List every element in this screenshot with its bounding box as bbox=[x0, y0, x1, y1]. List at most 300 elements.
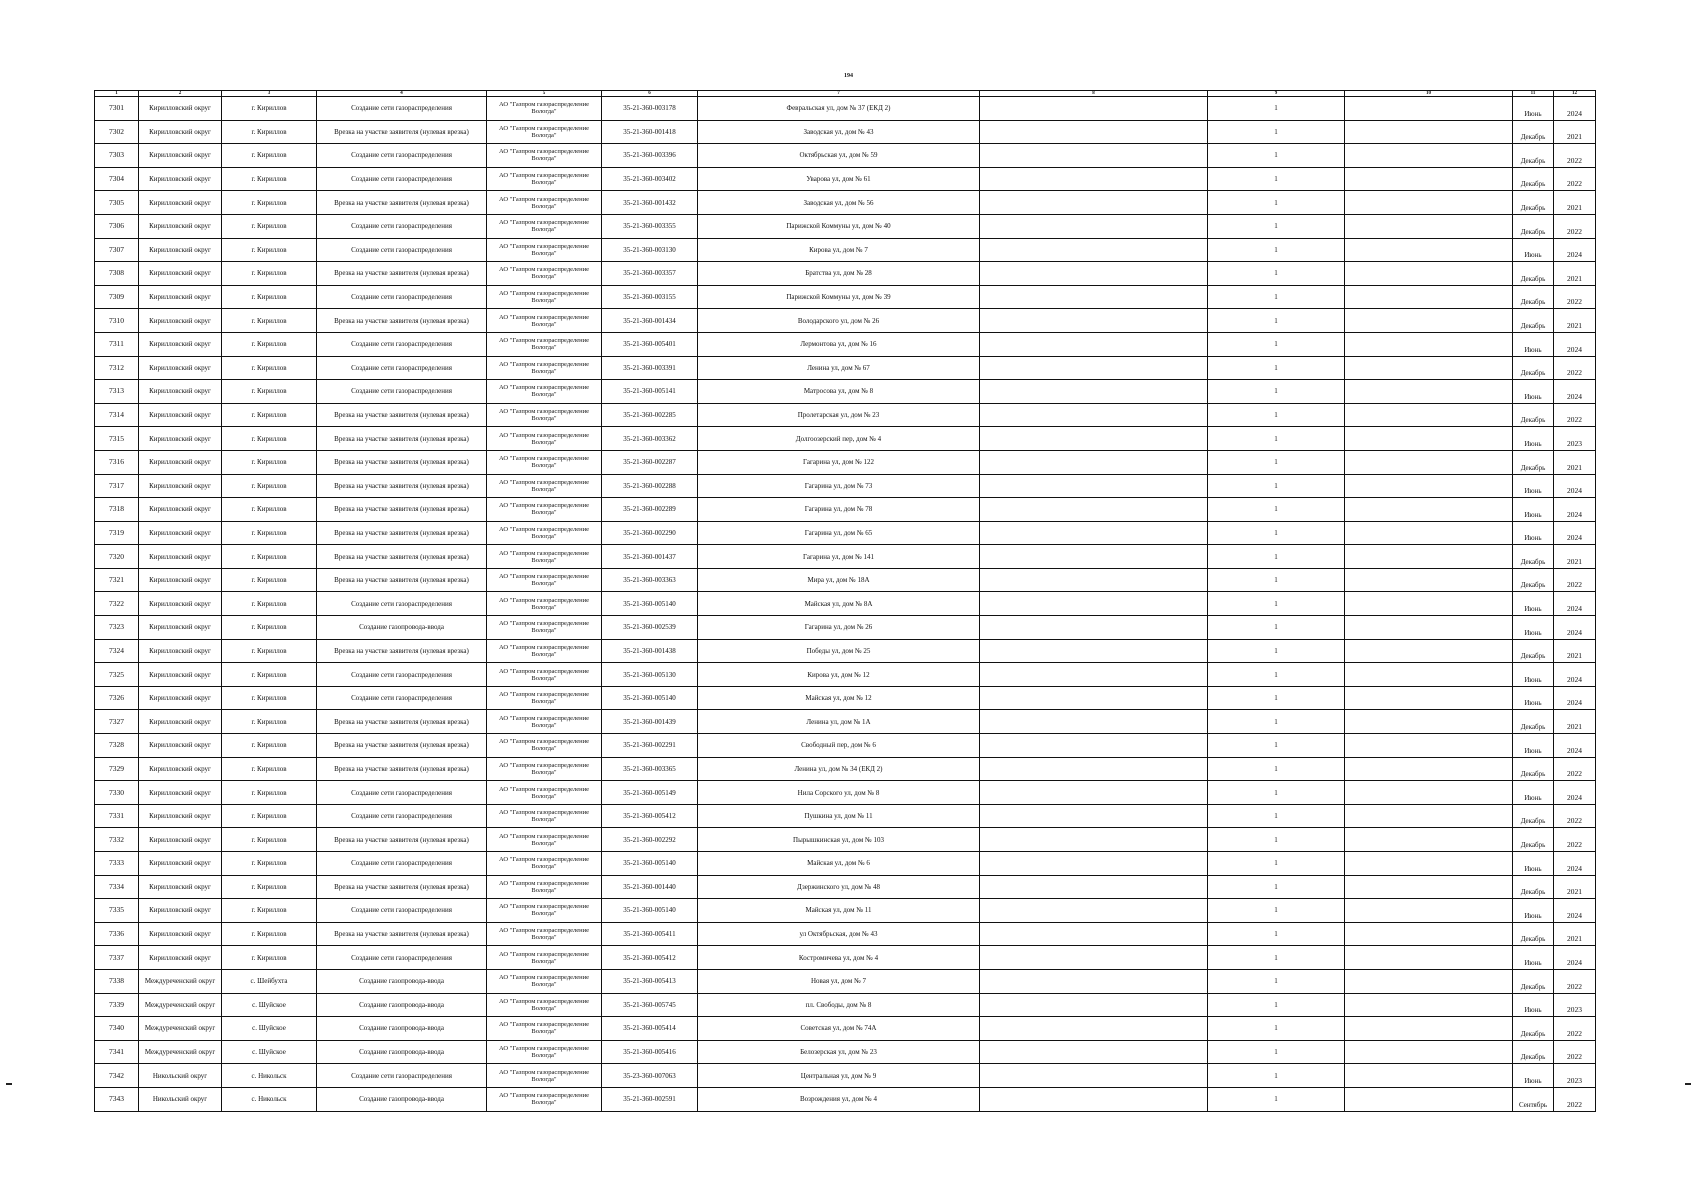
cell-row-number: 7330 bbox=[95, 781, 139, 805]
cell-address: Свободный пер, дом № 6 bbox=[698, 734, 980, 758]
cell-empty-cell bbox=[980, 521, 1208, 545]
cell-organization: АО "Газпром газораспределение Вологда" bbox=[487, 545, 602, 569]
cell-organization: АО "Газпром газораспределение Вологда" bbox=[487, 922, 602, 946]
cell-row-number: 7304 bbox=[95, 167, 139, 191]
cell-empty-cell bbox=[1345, 568, 1513, 592]
cell-row-number: 7327 bbox=[95, 710, 139, 734]
cell-year: 2024 bbox=[1554, 592, 1596, 616]
cell-address: Кирова ул, дом № 12 bbox=[698, 663, 980, 687]
cell-count: 1 bbox=[1208, 710, 1345, 734]
cell-empty-cell bbox=[980, 639, 1208, 663]
cell-month: Июнь bbox=[1513, 97, 1554, 121]
cell-month: Декабрь bbox=[1513, 828, 1554, 852]
cell-organization: АО "Газпром газораспределение Вологда" bbox=[487, 804, 602, 828]
cell-year: 2021 bbox=[1554, 120, 1596, 144]
cell-district: Кирилловский округ bbox=[139, 781, 222, 805]
table-row bbox=[95, 262, 1596, 286]
cell-district: Междуреченский округ bbox=[139, 993, 222, 1017]
table-row bbox=[95, 734, 1596, 758]
cell-work-type: Создание сети газораспределения bbox=[317, 285, 487, 309]
table-row bbox=[95, 616, 1596, 640]
table-row bbox=[95, 946, 1596, 970]
cell-work-type: Врезка на участке заявителя (нулевая врезка) bbox=[317, 309, 487, 333]
cell-month: Июнь bbox=[1513, 734, 1554, 758]
cell-organization: АО "Газпром газораспределение Вологда" bbox=[487, 875, 602, 899]
cell-empty-cell bbox=[980, 1087, 1208, 1111]
cell-empty-cell bbox=[1345, 781, 1513, 805]
table-row bbox=[95, 639, 1596, 663]
cell-organization: АО "Газпром газораспределение Вологда" bbox=[487, 120, 602, 144]
cell-month: Июнь bbox=[1513, 498, 1554, 522]
column-number-12: 12 bbox=[1554, 91, 1596, 97]
cell-address: Центральная ул, дом № 9 bbox=[698, 1064, 980, 1088]
cell-row-number: 7341 bbox=[95, 1040, 139, 1064]
cell-address: Заводская ул, дом № 43 bbox=[698, 120, 980, 144]
column-number-10: 10 bbox=[1345, 91, 1513, 97]
cell-month: Декабрь bbox=[1513, 545, 1554, 569]
cell-year: 2023 bbox=[1554, 1064, 1596, 1088]
cell-empty-cell bbox=[980, 969, 1208, 993]
cell-address: Победы ул, дом № 25 bbox=[698, 639, 980, 663]
cell-empty-cell bbox=[1345, 1040, 1513, 1064]
cell-count: 1 bbox=[1208, 592, 1345, 616]
cell-empty-cell bbox=[980, 946, 1208, 970]
cell-settlement: г. Кириллов bbox=[222, 875, 317, 899]
table-row bbox=[95, 922, 1596, 946]
cell-address: Лермонтова ул, дом № 16 bbox=[698, 332, 980, 356]
cell-address: Майская ул, дом № 12 bbox=[698, 686, 980, 710]
column-number-9: 9 bbox=[1208, 91, 1345, 97]
cell-empty-cell bbox=[1345, 97, 1513, 121]
table-row bbox=[95, 450, 1596, 474]
table-row bbox=[95, 191, 1596, 215]
cell-address: Нила Сорского ул, дом № 8 bbox=[698, 781, 980, 805]
cell-empty-cell bbox=[1345, 262, 1513, 286]
cell-empty-cell bbox=[1345, 356, 1513, 380]
cell-address: Майская ул, дом № 11 bbox=[698, 899, 980, 923]
cell-address: Пушкина ул, дом № 11 bbox=[698, 804, 980, 828]
cell-project-code: 35-21-360-003355 bbox=[602, 214, 698, 238]
cell-work-type: Создание сети газораспределения bbox=[317, 380, 487, 404]
cell-project-code: 35-21-360-001432 bbox=[602, 191, 698, 215]
cell-month: Июнь bbox=[1513, 238, 1554, 262]
cell-settlement: г. Кириллов bbox=[222, 144, 317, 168]
cell-count: 1 bbox=[1208, 781, 1345, 805]
cell-address: Ленина ул, дом № 67 bbox=[698, 356, 980, 380]
cell-district: Кирилловский округ bbox=[139, 498, 222, 522]
cell-address: Майская ул, дом № 8А bbox=[698, 592, 980, 616]
cell-count: 1 bbox=[1208, 356, 1345, 380]
cell-address: Февральская ул, дом № 37 (ЕКД 2) bbox=[698, 97, 980, 121]
table-row bbox=[95, 97, 1596, 121]
table-row bbox=[95, 592, 1596, 616]
cell-empty-cell bbox=[1345, 592, 1513, 616]
cell-settlement: г. Кириллов bbox=[222, 545, 317, 569]
cell-row-number: 7343 bbox=[95, 1087, 139, 1111]
table-row bbox=[95, 380, 1596, 404]
cell-settlement: г. Кириллов bbox=[222, 804, 317, 828]
cell-work-type: Врезка на участке заявителя (нулевая врезка) bbox=[317, 710, 487, 734]
cell-project-code: 35-21-360-005141 bbox=[602, 380, 698, 404]
cell-count: 1 bbox=[1208, 852, 1345, 876]
cell-work-type: Врезка на участке заявителя (нулевая врезка) bbox=[317, 262, 487, 286]
cell-district: Кирилловский округ bbox=[139, 710, 222, 734]
cell-count: 1 bbox=[1208, 993, 1345, 1017]
cell-month: Декабрь bbox=[1513, 144, 1554, 168]
cell-empty-cell bbox=[980, 734, 1208, 758]
cell-organization: АО "Газпром газораспределение Вологда" bbox=[487, 450, 602, 474]
cell-work-type: Создание сети газораспределения bbox=[317, 781, 487, 805]
cell-work-type: Врезка на участке заявителя (нулевая врезка) bbox=[317, 875, 487, 899]
table-row bbox=[95, 498, 1596, 522]
cell-empty-cell bbox=[980, 781, 1208, 805]
cell-row-number: 7331 bbox=[95, 804, 139, 828]
cell-empty-cell bbox=[980, 332, 1208, 356]
cell-work-type: Врезка на участке заявителя (нулевая врезка) bbox=[317, 639, 487, 663]
cell-row-number: 7320 bbox=[95, 545, 139, 569]
cell-organization: АО "Газпром газораспределение Вологда" bbox=[487, 993, 602, 1017]
cell-empty-cell bbox=[1345, 757, 1513, 781]
cell-empty-cell bbox=[980, 663, 1208, 687]
cell-district: Кирилловский округ bbox=[139, 757, 222, 781]
cell-district: Кирилловский округ bbox=[139, 380, 222, 404]
cell-work-type: Создание сети газораспределения bbox=[317, 592, 487, 616]
cell-district: Кирилловский округ bbox=[139, 356, 222, 380]
cell-empty-cell bbox=[1345, 852, 1513, 876]
cell-year: 2024 bbox=[1554, 616, 1596, 640]
cell-count: 1 bbox=[1208, 167, 1345, 191]
cell-work-type: Создание сети газораспределения bbox=[317, 899, 487, 923]
cell-empty-cell bbox=[980, 262, 1208, 286]
cell-count: 1 bbox=[1208, 309, 1345, 333]
cell-district: Кирилловский округ bbox=[139, 238, 222, 262]
cell-row-number: 7322 bbox=[95, 592, 139, 616]
right-edge-mark bbox=[1685, 1083, 1691, 1085]
cell-row-number: 7328 bbox=[95, 734, 139, 758]
cell-address: Белозерская ул, дом № 23 bbox=[698, 1040, 980, 1064]
cell-settlement: с. Никольск bbox=[222, 1064, 317, 1088]
cell-project-code: 35-21-360-005412 bbox=[602, 946, 698, 970]
cell-count: 1 bbox=[1208, 1087, 1345, 1111]
cell-count: 1 bbox=[1208, 757, 1345, 781]
cell-empty-cell bbox=[980, 1017, 1208, 1041]
cell-year: 2024 bbox=[1554, 97, 1596, 121]
column-number-3: 3 bbox=[222, 91, 317, 97]
cell-work-type: Создание сети газораспределения bbox=[317, 238, 487, 262]
table-row bbox=[95, 993, 1596, 1017]
cell-organization: АО "Газпром газораспределение Вологда" bbox=[487, 356, 602, 380]
cell-organization: АО "Газпром газораспределение Вологда" bbox=[487, 474, 602, 498]
cell-row-number: 7318 bbox=[95, 498, 139, 522]
cell-month: Июнь bbox=[1513, 993, 1554, 1017]
table-body bbox=[95, 97, 1596, 1112]
cell-month: Декабрь bbox=[1513, 568, 1554, 592]
table-row bbox=[95, 474, 1596, 498]
cell-district: Кирилловский округ bbox=[139, 120, 222, 144]
cell-month: Декабрь bbox=[1513, 285, 1554, 309]
cell-count: 1 bbox=[1208, 686, 1345, 710]
cell-organization: АО "Газпром газораспределение Вологда" bbox=[487, 663, 602, 687]
cell-project-code: 35-21-360-002591 bbox=[602, 1087, 698, 1111]
cell-count: 1 bbox=[1208, 450, 1345, 474]
cell-year: 2024 bbox=[1554, 686, 1596, 710]
cell-settlement: с. Шейбухта bbox=[222, 969, 317, 993]
cell-address: Гагарина ул, дом № 65 bbox=[698, 521, 980, 545]
cell-year: 2022 bbox=[1554, 167, 1596, 191]
table-row bbox=[95, 120, 1596, 144]
cell-count: 1 bbox=[1208, 1064, 1345, 1088]
cell-empty-cell bbox=[1345, 639, 1513, 663]
cell-settlement: г. Кириллов bbox=[222, 262, 317, 286]
table-row bbox=[95, 757, 1596, 781]
cell-month: Декабрь bbox=[1513, 262, 1554, 286]
cell-year: 2022 bbox=[1554, 804, 1596, 828]
column-number-5: 5 bbox=[487, 91, 602, 97]
cell-month: Июнь bbox=[1513, 946, 1554, 970]
cell-empty-cell bbox=[1345, 663, 1513, 687]
cell-empty-cell bbox=[1345, 285, 1513, 309]
table-row bbox=[95, 214, 1596, 238]
cell-count: 1 bbox=[1208, 663, 1345, 687]
cell-project-code: 35-21-360-001440 bbox=[602, 875, 698, 899]
cell-settlement: г. Кириллов bbox=[222, 474, 317, 498]
cell-organization: АО "Газпром газораспределение Вологда" bbox=[487, 1064, 602, 1088]
cell-empty-cell bbox=[980, 450, 1208, 474]
cell-address: Ленина ул, дом № 34 (ЕКД 2) bbox=[698, 757, 980, 781]
cell-work-type: Создание сети газораспределения bbox=[317, 1064, 487, 1088]
cell-month: Июнь bbox=[1513, 899, 1554, 923]
cell-empty-cell bbox=[980, 285, 1208, 309]
cell-project-code: 35-21-360-003365 bbox=[602, 757, 698, 781]
cell-organization: АО "Газпром газораспределение Вологда" bbox=[487, 309, 602, 333]
cell-project-code: 35-21-360-005149 bbox=[602, 781, 698, 805]
cell-project-code: 35-21-360-005140 bbox=[602, 852, 698, 876]
cell-district: Кирилловский округ bbox=[139, 450, 222, 474]
cell-empty-cell bbox=[1345, 616, 1513, 640]
cell-district: Кирилловский округ bbox=[139, 663, 222, 687]
cell-settlement: г. Кириллов bbox=[222, 710, 317, 734]
cell-project-code: 35-21-360-003130 bbox=[602, 238, 698, 262]
cell-address: Гагарина ул, дом № 122 bbox=[698, 450, 980, 474]
cell-year: 2022 bbox=[1554, 403, 1596, 427]
cell-year: 2021 bbox=[1554, 639, 1596, 663]
cell-row-number: 7337 bbox=[95, 946, 139, 970]
table-row bbox=[95, 1087, 1596, 1111]
cell-month: Декабрь bbox=[1513, 922, 1554, 946]
cell-count: 1 bbox=[1208, 144, 1345, 168]
cell-empty-cell bbox=[1345, 309, 1513, 333]
cell-work-type: Создание сети газораспределения bbox=[317, 686, 487, 710]
cell-month: Декабрь bbox=[1513, 639, 1554, 663]
cell-month: Июнь bbox=[1513, 592, 1554, 616]
gasification-register-table bbox=[94, 90, 1596, 1112]
cell-settlement: г. Кириллов bbox=[222, 639, 317, 663]
cell-row-number: 7339 bbox=[95, 993, 139, 1017]
cell-month: Декабрь bbox=[1513, 403, 1554, 427]
cell-organization: АО "Газпром газораспределение Вологда" bbox=[487, 734, 602, 758]
cell-project-code: 35-21-360-005411 bbox=[602, 922, 698, 946]
cell-project-code: 35-21-360-001439 bbox=[602, 710, 698, 734]
table-row bbox=[95, 781, 1596, 805]
cell-row-number: 7302 bbox=[95, 120, 139, 144]
cell-address: Советская ул, дом № 74А bbox=[698, 1017, 980, 1041]
cell-empty-cell bbox=[980, 403, 1208, 427]
cell-empty-cell bbox=[1345, 1087, 1513, 1111]
cell-settlement: с. Шуйское bbox=[222, 993, 317, 1017]
cell-year: 2024 bbox=[1554, 852, 1596, 876]
cell-count: 1 bbox=[1208, 1017, 1345, 1041]
cell-project-code: 35-21-360-005416 bbox=[602, 1040, 698, 1064]
cell-settlement: г. Кириллов bbox=[222, 214, 317, 238]
cell-empty-cell bbox=[980, 616, 1208, 640]
cell-settlement: г. Кириллов bbox=[222, 946, 317, 970]
cell-count: 1 bbox=[1208, 97, 1345, 121]
cell-empty-cell bbox=[1345, 545, 1513, 569]
cell-project-code: 35-21-360-002291 bbox=[602, 734, 698, 758]
cell-project-code: 35-21-360-005130 bbox=[602, 663, 698, 687]
cell-district: Кирилловский округ bbox=[139, 946, 222, 970]
cell-district: Кирилловский округ bbox=[139, 427, 222, 451]
cell-organization: АО "Газпром газораспределение Вологда" bbox=[487, 380, 602, 404]
cell-row-number: 7310 bbox=[95, 309, 139, 333]
cell-organization: АО "Газпром газораспределение Вологда" bbox=[487, 686, 602, 710]
cell-month: Декабрь bbox=[1513, 356, 1554, 380]
cell-district: Кирилловский округ bbox=[139, 686, 222, 710]
cell-settlement: г. Кириллов bbox=[222, 167, 317, 191]
cell-project-code: 35-21-360-003357 bbox=[602, 262, 698, 286]
cell-row-number: 7307 bbox=[95, 238, 139, 262]
cell-address: пл. Свободы, дом № 8 bbox=[698, 993, 980, 1017]
cell-month: Декабрь bbox=[1513, 450, 1554, 474]
cell-address: Майская ул, дом № 6 bbox=[698, 852, 980, 876]
cell-project-code: 35-21-360-003396 bbox=[602, 144, 698, 168]
table-row bbox=[95, 1017, 1596, 1041]
cell-empty-cell bbox=[980, 710, 1208, 734]
cell-project-code: 35-21-360-005140 bbox=[602, 592, 698, 616]
cell-district: Кирилловский округ bbox=[139, 616, 222, 640]
cell-district: Кирилловский округ bbox=[139, 899, 222, 923]
cell-count: 1 bbox=[1208, 191, 1345, 215]
cell-empty-cell bbox=[980, 474, 1208, 498]
cell-settlement: г. Кириллов bbox=[222, 191, 317, 215]
cell-settlement: г. Кириллов bbox=[222, 120, 317, 144]
cell-month: Сентябрь bbox=[1513, 1087, 1554, 1111]
cell-empty-cell bbox=[980, 191, 1208, 215]
cell-month: Июнь bbox=[1513, 616, 1554, 640]
cell-work-type: Создание сети газораспределения bbox=[317, 97, 487, 121]
cell-district: Кирилловский округ bbox=[139, 167, 222, 191]
cell-count: 1 bbox=[1208, 332, 1345, 356]
cell-row-number: 7333 bbox=[95, 852, 139, 876]
cell-row-number: 7311 bbox=[95, 332, 139, 356]
cell-empty-cell bbox=[980, 757, 1208, 781]
cell-settlement: г. Кириллов bbox=[222, 403, 317, 427]
cell-settlement: г. Кириллов bbox=[222, 238, 317, 262]
cell-settlement: г. Кириллов bbox=[222, 852, 317, 876]
table-row bbox=[95, 545, 1596, 569]
cell-empty-cell bbox=[1345, 828, 1513, 852]
cell-month: Декабрь bbox=[1513, 309, 1554, 333]
cell-empty-cell bbox=[980, 1064, 1208, 1088]
cell-empty-cell bbox=[980, 1040, 1208, 1064]
cell-address: Костромичева ул, дом № 4 bbox=[698, 946, 980, 970]
cell-work-type: Создание газопровода-ввода bbox=[317, 1040, 487, 1064]
cell-row-number: 7342 bbox=[95, 1064, 139, 1088]
cell-empty-cell bbox=[1345, 734, 1513, 758]
cell-settlement: г. Кириллов bbox=[222, 309, 317, 333]
cell-address: ул Октябрьская, дом № 43 bbox=[698, 922, 980, 946]
cell-district: Никольский округ bbox=[139, 1064, 222, 1088]
cell-row-number: 7334 bbox=[95, 875, 139, 899]
cell-row-number: 7319 bbox=[95, 521, 139, 545]
cell-project-code: 35-21-360-002285 bbox=[602, 403, 698, 427]
cell-project-code: 35-21-360-003178 bbox=[602, 97, 698, 121]
cell-count: 1 bbox=[1208, 804, 1345, 828]
cell-empty-cell bbox=[1345, 450, 1513, 474]
cell-work-type: Создание сети газораспределения bbox=[317, 946, 487, 970]
cell-project-code: 35-23-360-007063 bbox=[602, 1064, 698, 1088]
cell-district: Кирилловский округ bbox=[139, 592, 222, 616]
cell-address: Кирова ул, дом № 7 bbox=[698, 238, 980, 262]
cell-settlement: г. Кириллов bbox=[222, 663, 317, 687]
table-row bbox=[95, 852, 1596, 876]
cell-address: Заводская ул, дом № 56 bbox=[698, 191, 980, 215]
cell-count: 1 bbox=[1208, 568, 1345, 592]
cell-empty-cell bbox=[980, 852, 1208, 876]
cell-empty-cell bbox=[980, 922, 1208, 946]
cell-empty-cell bbox=[980, 380, 1208, 404]
cell-row-number: 7309 bbox=[95, 285, 139, 309]
cell-month: Июнь bbox=[1513, 332, 1554, 356]
cell-empty-cell bbox=[980, 97, 1208, 121]
cell-count: 1 bbox=[1208, 639, 1345, 663]
cell-row-number: 7335 bbox=[95, 899, 139, 923]
cell-year: 2023 bbox=[1554, 993, 1596, 1017]
cell-empty-cell bbox=[1345, 380, 1513, 404]
cell-district: Кирилловский округ bbox=[139, 191, 222, 215]
cell-work-type: Создание сети газораспределения bbox=[317, 332, 487, 356]
cell-empty-cell bbox=[980, 545, 1208, 569]
cell-empty-cell bbox=[1345, 332, 1513, 356]
cell-year: 2024 bbox=[1554, 474, 1596, 498]
cell-district: Кирилловский округ bbox=[139, 639, 222, 663]
cell-organization: АО "Газпром газораспределение Вологда" bbox=[487, 639, 602, 663]
cell-year: 2021 bbox=[1554, 191, 1596, 215]
cell-empty-cell bbox=[1345, 214, 1513, 238]
cell-work-type: Создание сети газораспределения bbox=[317, 214, 487, 238]
cell-district: Кирилловский округ bbox=[139, 144, 222, 168]
cell-empty-cell bbox=[980, 356, 1208, 380]
cell-work-type: Врезка на участке заявителя (нулевая врезка) bbox=[317, 403, 487, 427]
table-row bbox=[95, 1064, 1596, 1088]
cell-district: Кирилловский округ bbox=[139, 875, 222, 899]
cell-organization: АО "Газпром газораспределение Вологда" bbox=[487, 1017, 602, 1041]
cell-empty-cell bbox=[1345, 899, 1513, 923]
cell-organization: АО "Газпром газораспределение Вологда" bbox=[487, 285, 602, 309]
cell-address: Парижской Коммуны ул, дом № 39 bbox=[698, 285, 980, 309]
cell-count: 1 bbox=[1208, 214, 1345, 238]
cell-year: 2024 bbox=[1554, 663, 1596, 687]
table-row bbox=[95, 238, 1596, 262]
cell-settlement: г. Кириллов bbox=[222, 521, 317, 545]
table-row bbox=[95, 663, 1596, 687]
cell-project-code: 35-21-360-002539 bbox=[602, 616, 698, 640]
cell-district: Кирилловский округ bbox=[139, 262, 222, 286]
cell-count: 1 bbox=[1208, 498, 1345, 522]
cell-organization: АО "Газпром газораспределение Вологда" bbox=[487, 403, 602, 427]
cell-empty-cell bbox=[1345, 993, 1513, 1017]
cell-project-code: 35-21-360-003391 bbox=[602, 356, 698, 380]
